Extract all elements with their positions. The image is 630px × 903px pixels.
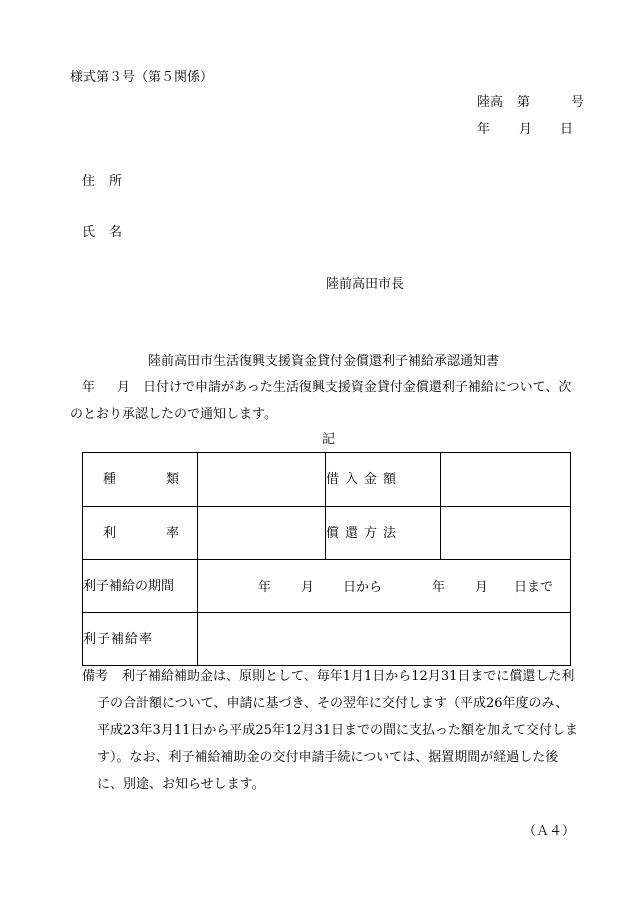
- rate-value-cell[interactable]: [198, 507, 326, 560]
- name-label-1: 氏: [82, 225, 96, 240]
- address-label-2: 所: [109, 174, 123, 189]
- type-label-cell: [83, 453, 198, 507]
- type-label-1: 種: [103, 472, 117, 487]
- name-label-2: 名: [109, 225, 123, 240]
- repayment-value-cell[interactable]: [441, 507, 571, 560]
- document-number: [477, 96, 584, 109]
- table-row: [83, 613, 571, 666]
- ki-heading: 記: [322, 432, 336, 447]
- repayment-label: 償還方法: [326, 525, 403, 541]
- subsidy-rate-label: 利子補給率: [83, 631, 154, 647]
- table-row: [83, 507, 571, 560]
- loan-amount-label: 借入金額: [326, 472, 403, 487]
- period-from-year: 年: [258, 580, 272, 595]
- period-label: 利子補給の期間: [83, 578, 175, 594]
- period-value-cell[interactable]: [198, 560, 571, 613]
- rate-label-cell: [83, 507, 198, 560]
- rate-label-2: 率: [165, 525, 179, 541]
- period-label-cell: [83, 560, 198, 613]
- address-label-1: 住: [82, 174, 96, 189]
- document-title: 陸前高田市生活復興支援資金貸付金償還利子補給承認通知書: [148, 354, 500, 369]
- loan-amount-label-cell: [326, 453, 441, 507]
- remarks-line-2: 子の合計額について、申請に基づき、その翌年に交付します（平成26年度のみ、: [97, 696, 569, 711]
- subsidy-rate-value-cell[interactable]: [198, 613, 571, 666]
- period-to-day: 日まで: [514, 580, 554, 595]
- type-value-cell[interactable]: [198, 453, 326, 507]
- repayment-label-cell: [326, 507, 441, 560]
- form-number: 様式第３号（第５関係）: [70, 70, 214, 85]
- body-month: 月: [117, 380, 131, 395]
- period-from-day: 日から: [343, 580, 383, 595]
- number-go: 号: [571, 95, 585, 110]
- period-to-month: 月: [475, 580, 489, 595]
- period-to-year: 年: [432, 580, 446, 595]
- name-label: [82, 226, 122, 239]
- remarks-line-1: 利子補給補助金は、原則として、毎年1月1日から12月31日までに償還した利: [122, 669, 575, 684]
- remarks-line-5: に、別途、お知らせします。: [97, 777, 265, 792]
- number-dai: 第: [517, 95, 531, 110]
- body-line-1: [82, 381, 571, 394]
- number-prefix: 陸高: [477, 95, 504, 110]
- date-month: 月: [519, 122, 533, 137]
- document-date: [477, 123, 573, 136]
- body-line-2: のとおり承認したので通知します。: [70, 407, 277, 422]
- paper-size: （Ａ４）: [522, 824, 575, 839]
- rate-label-1: 利: [103, 525, 117, 541]
- remarks-line-3: 平成23年3月11日から平成25年12月31日までの間に支払った額を加えて交付しま: [97, 723, 578, 738]
- issuer: 陸前高田市長: [326, 277, 405, 292]
- details-table: [82, 452, 571, 666]
- table-row: [83, 453, 571, 507]
- body-text: 日付けで申請があった生活復興支援資金貸付金償還利子補給について、次: [143, 380, 572, 395]
- type-label-2: 類: [165, 472, 179, 487]
- loan-amount-value-cell[interactable]: [441, 453, 571, 507]
- date-year: 年: [477, 122, 491, 137]
- remarks-line-4: す）。なお、利子補給補助金の交付申請手続については、据置期間が経過した後: [97, 750, 559, 765]
- date-day: 日: [560, 122, 574, 137]
- remarks-label: 備考: [82, 669, 109, 684]
- table-row: [83, 560, 571, 613]
- subsidy-rate-label-cell: [83, 613, 198, 666]
- body-year: 年: [82, 380, 96, 395]
- address-label: [82, 175, 122, 188]
- period-from-month: 月: [301, 580, 315, 595]
